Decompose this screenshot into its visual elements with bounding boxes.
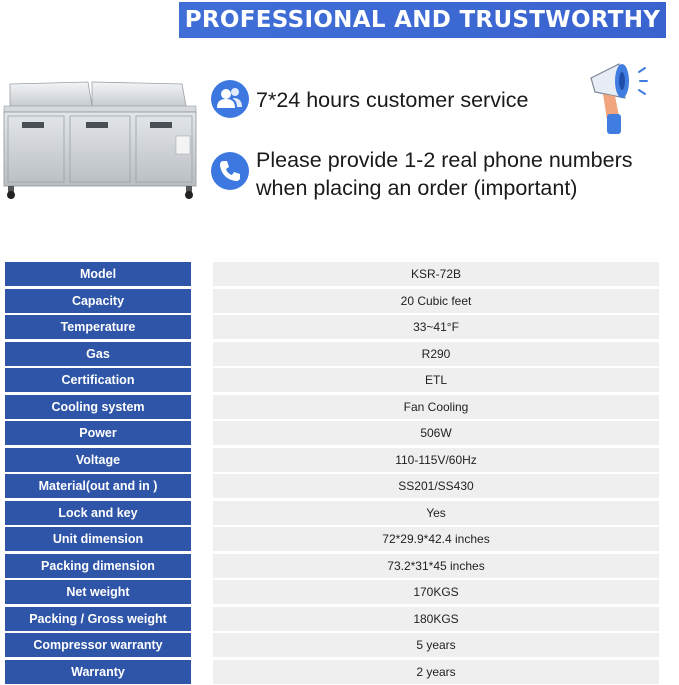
spec-label: Temperature [5,315,191,339]
spec-value: 73.2*31*45 inches [213,554,659,578]
spec-value: 110-115V/60Hz [213,448,659,472]
spec-label: Compressor warranty [5,633,191,657]
spec-row [5,448,660,472]
phone-note-line-1: Please provide 1-2 real phone numbers [256,148,633,172]
megaphone-icon [585,58,649,136]
spec-label: Lock and key [5,501,191,525]
spec-label: Unit dimension [5,527,191,551]
spec-label: Material(out and in ) [5,474,191,498]
spec-row [5,368,660,392]
service-hours-text: 7*24 hours customer service [256,88,529,112]
spec-row [5,527,660,551]
spec-label: Packing / Gross weight [5,607,191,631]
refrigerator-image [0,78,204,200]
spec-row [5,262,660,286]
banner-title: PROFESSIONAL AND TRUSTWORTHY [179,2,666,38]
spec-label: Warranty [5,660,191,684]
spec-value: SS201/SS430 [213,474,659,498]
spec-value: 20 Cubic feet [213,289,659,313]
spec-row [5,660,660,684]
spec-label: Capacity [5,289,191,313]
spec-value: Fan Cooling [213,395,659,419]
spec-label: Gas [5,342,191,366]
spec-row [5,421,660,445]
customer-service-icon [211,80,249,118]
spec-row [5,289,660,313]
spec-row [5,633,660,657]
spec-row [5,395,660,419]
spec-label: Cooling system [5,395,191,419]
spec-label: Voltage [5,448,191,472]
spec-value: 170KGS [213,580,659,604]
spec-value: R290 [213,342,659,366]
spec-row [5,474,660,498]
spec-row [5,607,660,631]
spec-row [5,315,660,339]
spec-row [5,342,660,366]
spec-row [5,580,660,604]
spec-value: ETL [213,368,659,392]
spec-value: 5 years [213,633,659,657]
spec-value: 33~41°F [213,315,659,339]
spec-value: KSR-72B [213,262,659,286]
phone-icon [211,152,249,190]
spec-value: Yes [213,501,659,525]
spec-label: Model [5,262,191,286]
spec-row [5,554,660,578]
spec-label: Power [5,421,191,445]
spec-row [5,501,660,525]
phone-note-line-2: when placing an order (important) [256,176,578,200]
spec-value: 2 years [213,660,659,684]
spec-value: 506W [213,421,659,445]
spec-label: Certification [5,368,191,392]
spec-label: Packing dimension [5,554,191,578]
spec-value: 72*29.9*42.4 inches [213,527,659,551]
spec-value: 180KGS [213,607,659,631]
spec-label: Net weight [5,580,191,604]
